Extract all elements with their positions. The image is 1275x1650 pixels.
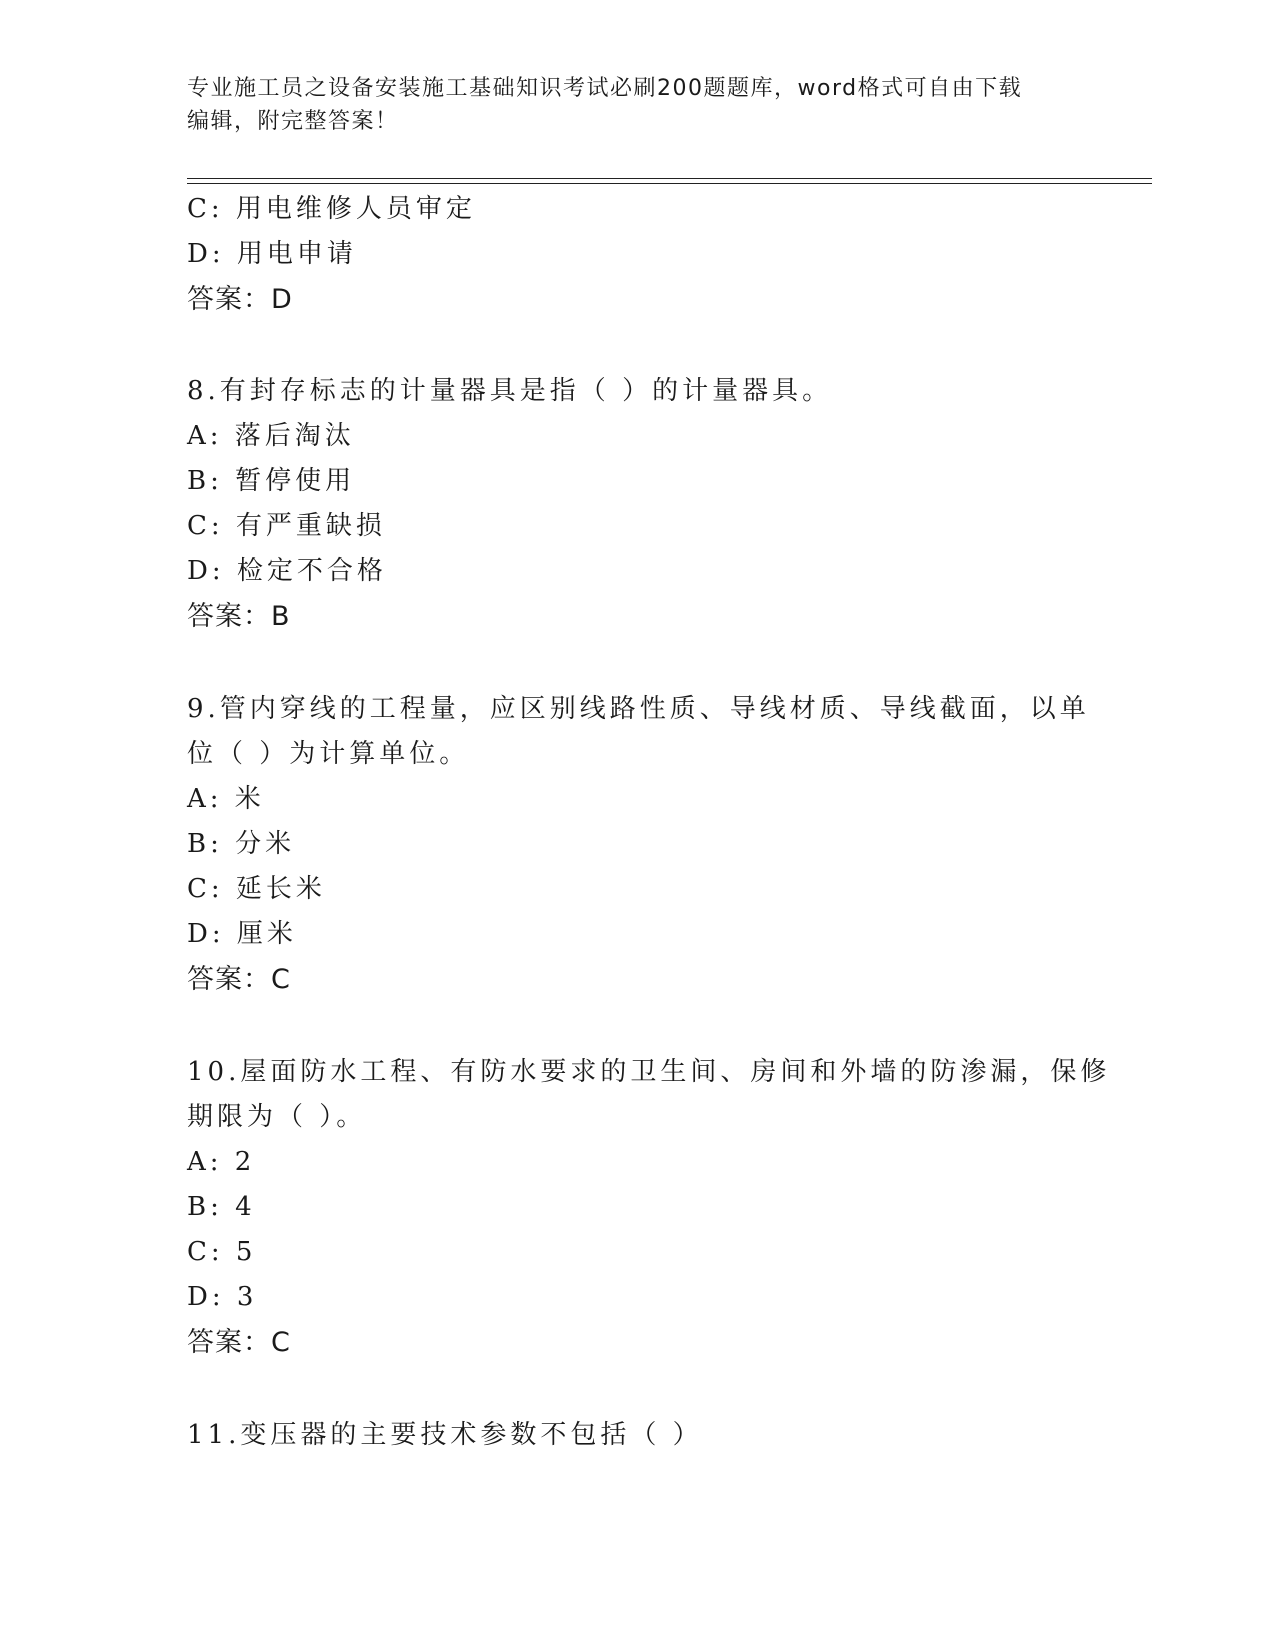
q10-stem-line-2: 期限为（ ）。 [187,1102,367,1132]
document-header [187,72,1067,138]
q10-option-b: B: 4 [187,1192,256,1222]
q9-answer: 答案：C [187,964,291,995]
q9-option-a: A: 米 [187,784,265,814]
q7-answer: 答案：D [187,284,293,315]
q9-stem-line-1: 9.管内穿线的工程量，应区别线路性质、导线材质、导线截面，以单 [187,694,1090,724]
q9-option-c: C: 延长米 [187,874,326,904]
header-title-line-2: 编辑，附完整答案！ [187,109,399,134]
q8-option-b: B: 暂停使用 [187,466,356,496]
q8-option-a: A: 落后淘汰 [187,421,355,451]
q10-option-a: A: 2 [187,1147,256,1177]
header-title-line-1: 专业施工员之设备安装施工基础知识考试必刷200题题库，word格式可自由下载 [187,76,1023,101]
q10-answer: 答案：C [187,1327,291,1358]
q8-option-d: D: 检定不合格 [187,556,387,586]
q8-answer: 答案：B [187,601,291,632]
q10-stem-line-1: 10.屋面防水工程、有防水要求的卫生间、房间和外墙的防渗漏，保修 [187,1057,1111,1087]
q7-option-d: D: 用电申请 [187,239,357,269]
header-divider-bottom [187,183,1152,184]
q9-option-d: D: 厘米 [187,919,297,949]
q10-option-d: D: 3 [187,1282,258,1312]
q11-stem: 11.变压器的主要技术参数不包括（ ） [187,1420,703,1450]
q10-option-c: C: 5 [187,1237,257,1267]
q9-option-b: B: 分米 [187,829,296,859]
q7-option-c: C: 用电维修人员审定 [187,194,476,224]
q9-stem-line-2: 位（ ）为计算单位。 [187,739,470,769]
q8-stem: 8.有封存标志的计量器具是指（ ）的计量器具。 [187,376,833,406]
q8-option-c: C: 有严重缺损 [187,511,386,541]
header-divider-top [187,178,1152,179]
